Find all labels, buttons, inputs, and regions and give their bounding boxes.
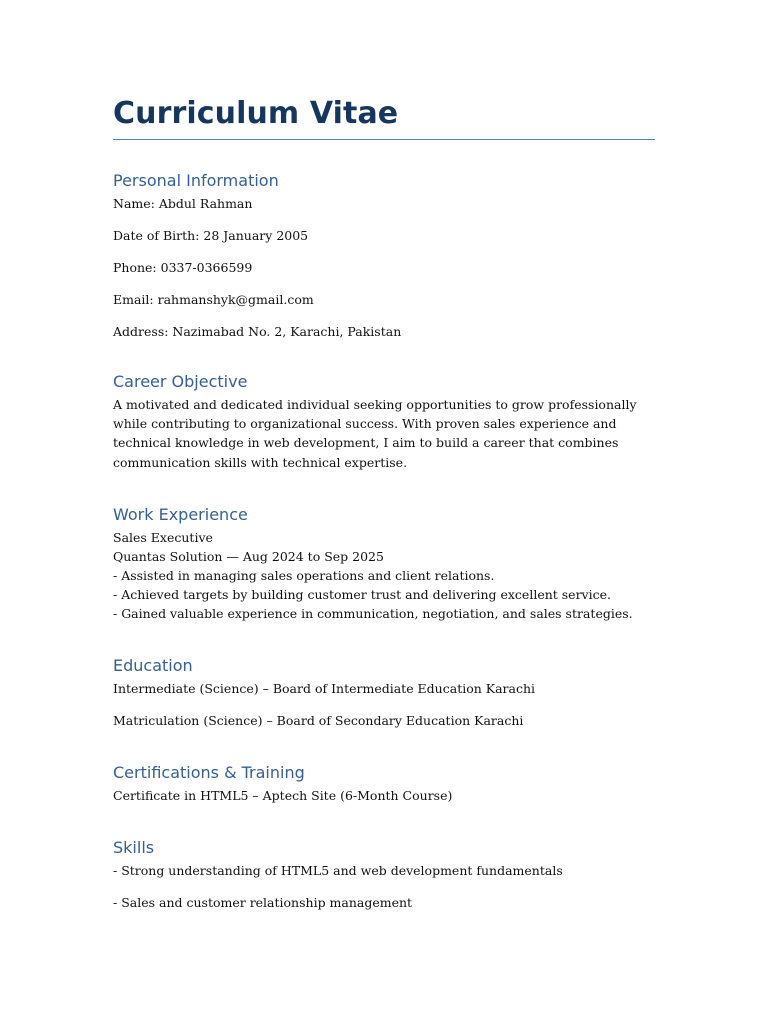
- work-bullet: - Assisted in managing sales operations and client relations.: [113, 567, 495, 583]
- skills-heading: Skills: [113, 837, 155, 857]
- skill-item: - Strong understanding of HTML5 and web development fundamentals: [113, 862, 563, 878]
- skills-section: [113, 837, 655, 912]
- career-objective-section: [113, 371, 655, 472]
- personal-information-section: [113, 170, 655, 341]
- education-section: [113, 655, 655, 730]
- work-bullet: - Achieved targets by building customer trust and delivering excellent service.: [113, 586, 611, 602]
- job-company-dates: Quantas Solution — Aug 2024 to Sep 2025: [113, 548, 384, 564]
- email-line: Email: rahmanshyk@gmail.com: [113, 292, 314, 307]
- career-objective-text: A motivated and dedicated individual seeking opportunities to grow professionally while contributing to organizational success. With proven sales experience and technical knowledge in web development, I aim to build a career that combines communication skills with technical expertise.: [113, 397, 637, 470]
- work-experience-heading: Work Experience: [113, 504, 248, 524]
- education-heading: Education: [113, 655, 193, 675]
- address-line: Address: Nazimabad No. 2, Karachi, Pakistan: [113, 324, 402, 339]
- education-item: Matriculation (Science) – Board of Secondary Education Karachi: [113, 712, 524, 728]
- work-bullet: - Gained valuable experience in communication, negotiation, and sales strategies.: [113, 605, 633, 621]
- date-of-birth-line: Date of Birth: 28 January 2005: [113, 228, 309, 243]
- certifications-heading: Certifications & Training: [113, 762, 305, 782]
- work-experience-section: [113, 504, 655, 623]
- document-title: Curriculum Vitae: [113, 94, 655, 140]
- name-line: Name: Abdul Rahman: [113, 196, 253, 211]
- personal-information-heading: Personal Information: [113, 171, 279, 190]
- certification-item: Certificate in HTML5 – Aptech Site (6-Month Course): [113, 787, 453, 803]
- certifications-section: [113, 762, 655, 805]
- career-objective-heading: Career Objective: [113, 372, 248, 391]
- skill-item: - Sales and customer relationship management: [113, 894, 413, 910]
- education-item: Intermediate (Science) – Board of Intermediate Education Karachi: [113, 680, 536, 696]
- job-role: Sales Executive: [113, 529, 213, 545]
- phone-line: Phone: 0337-0366599: [113, 260, 253, 275]
